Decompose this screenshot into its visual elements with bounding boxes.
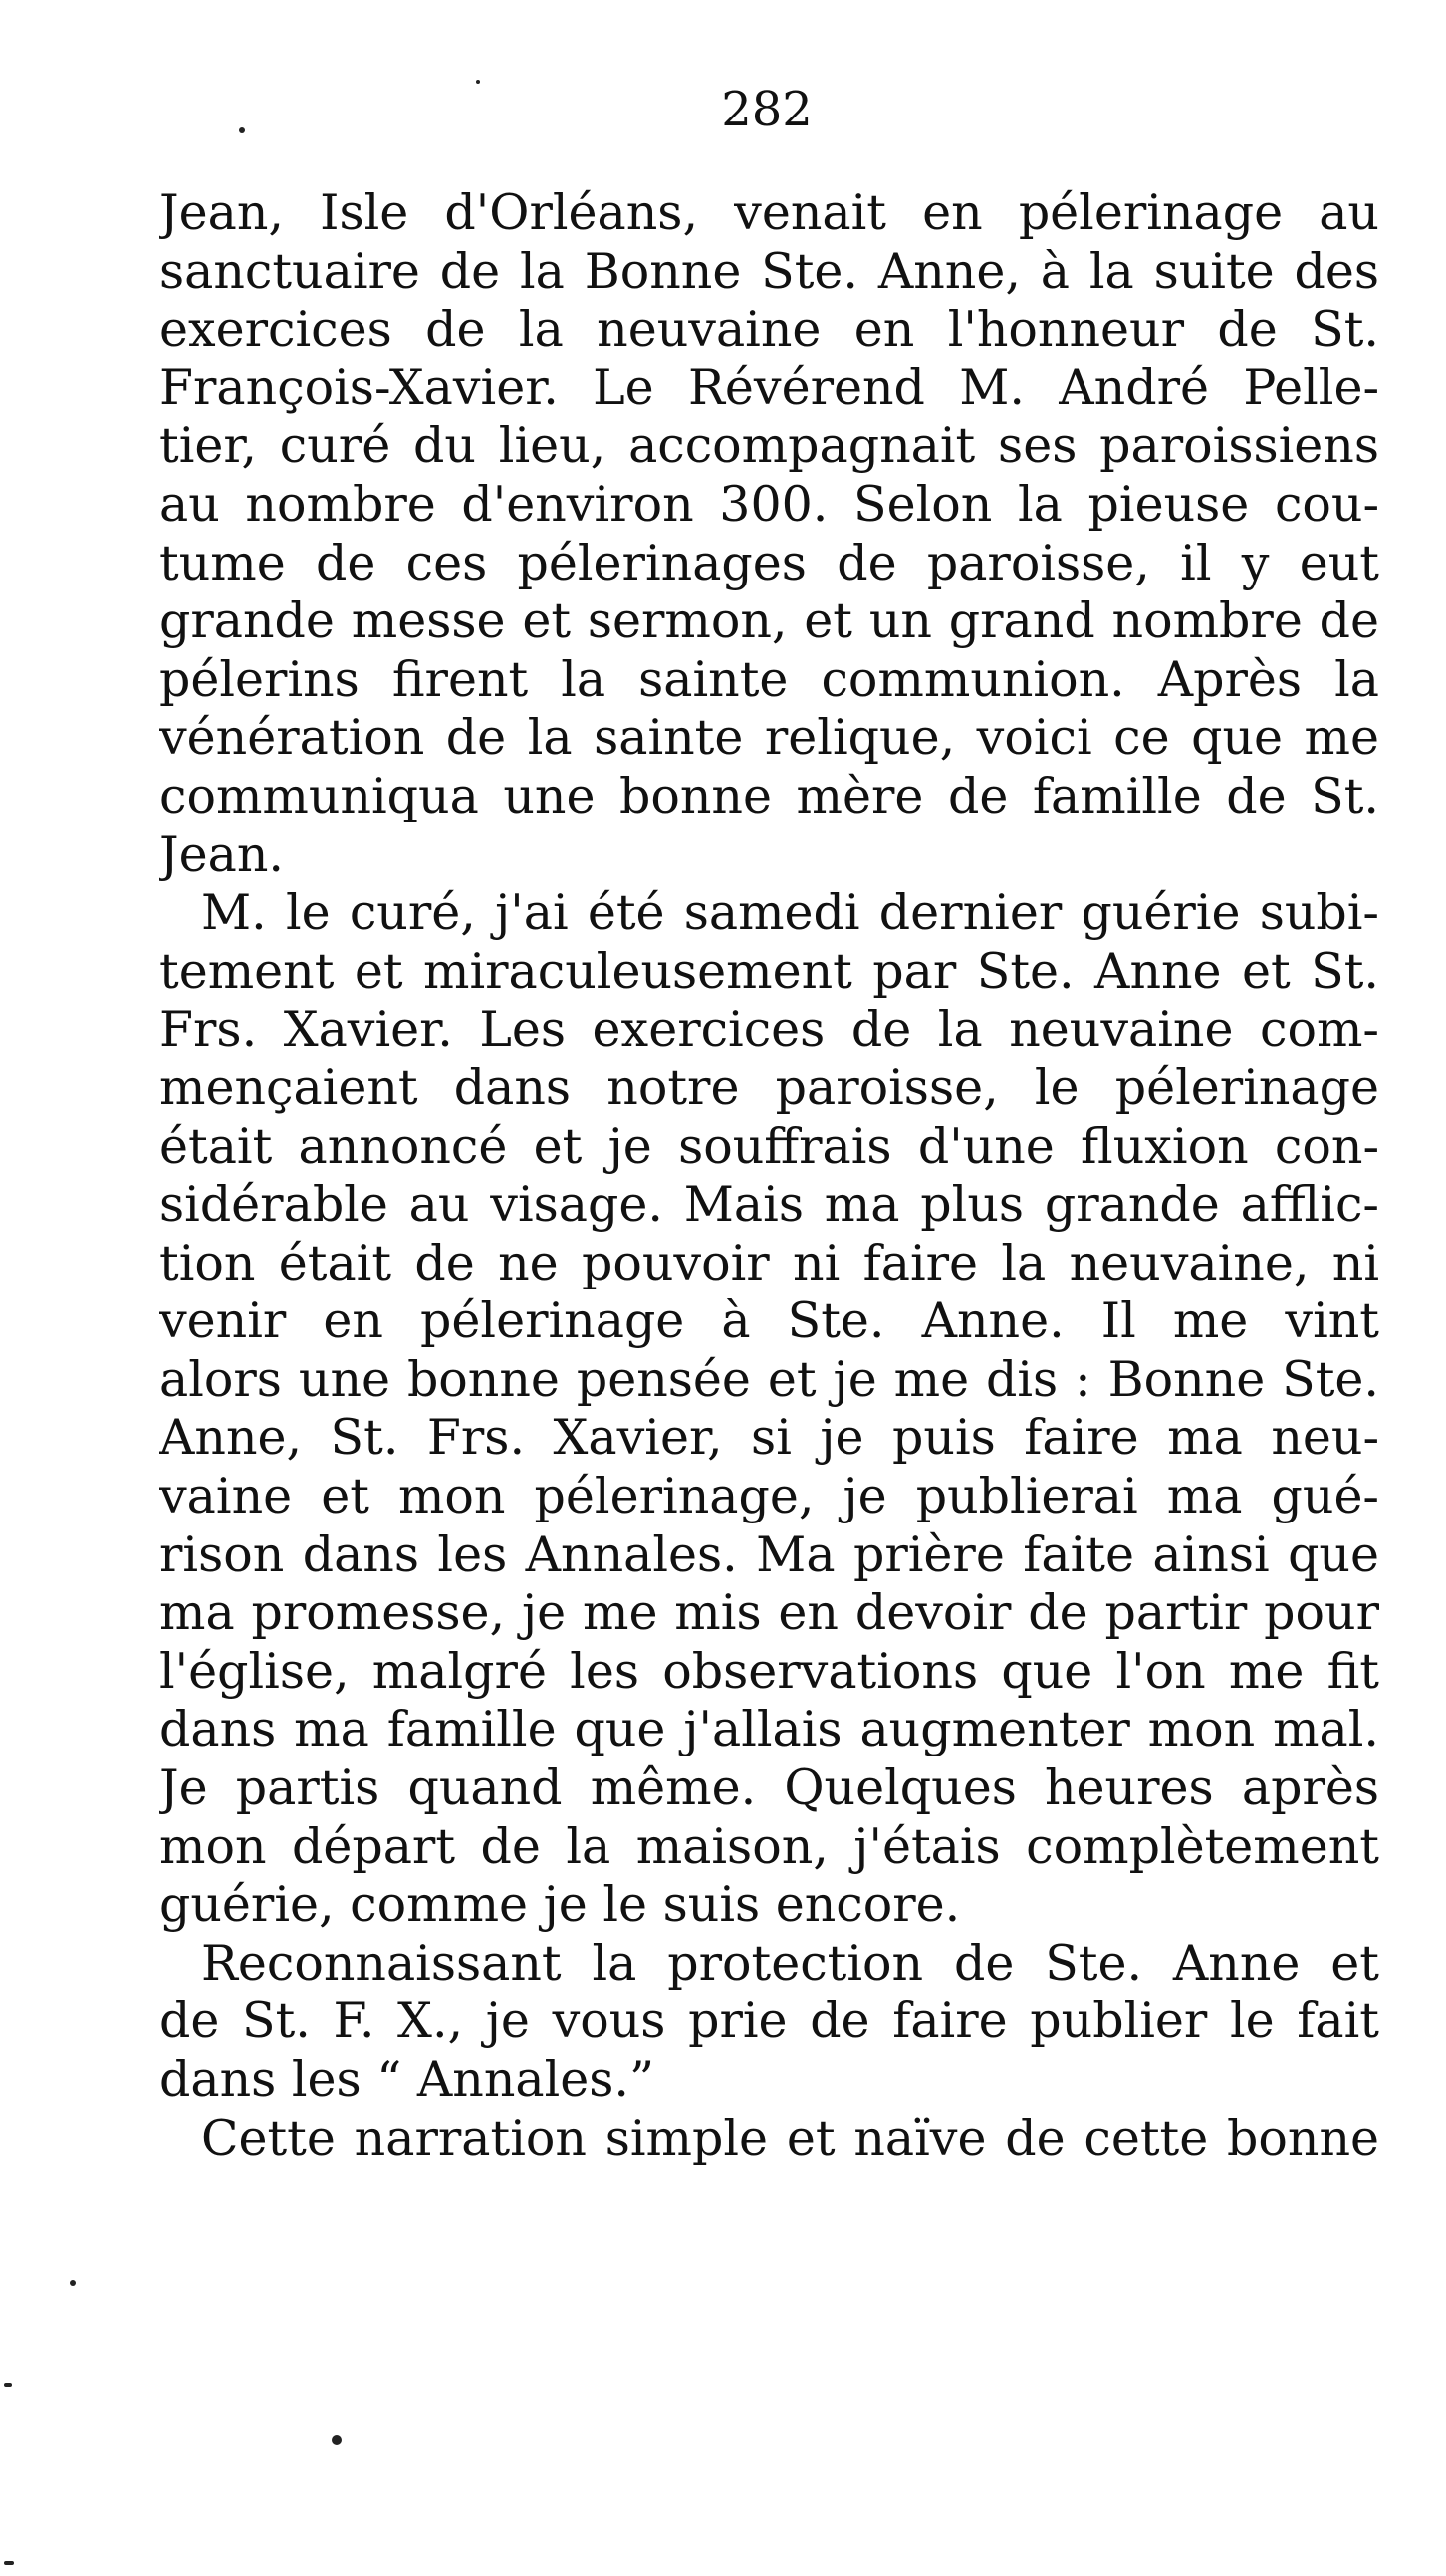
text-line: l'église, malgré les observations que l'on me fit: [159, 1642, 1379, 1700]
text-line: alors une bonne pensée et je me dis : Bonne Ste.: [159, 1350, 1379, 1408]
print-speck: [332, 2435, 342, 2445]
print-speck: [239, 127, 245, 133]
text-line: tement et miraculeusement par Ste. Anne et St.: [159, 942, 1379, 1000]
text-line: pélerins firent la sainte communion. Après la: [159, 650, 1379, 708]
text-line: M. le curé, j'ai été samedi dernier guérie subi-: [201, 884, 1379, 942]
text-line: vaine et mon pélerinage, je publierai ma gué-: [159, 1468, 1379, 1525]
text-line: François-Xavier. Le Révérend M. André Pelle-: [159, 358, 1379, 416]
text-line: tume de ces pélerinages de paroisse, il y eut: [159, 534, 1379, 591]
body-text: [159, 184, 1379, 2168]
text-line: dans les “ Annales.”: [159, 2051, 655, 2108]
print-speck: [4, 2561, 14, 2565]
print-speck: [4, 2383, 12, 2387]
text-line: Jean, Isle d'Orléans, venait en pélerinage au: [159, 184, 1379, 241]
text-line: grande messe et sermon, et un grand nombre de: [159, 592, 1379, 650]
text-line: rison dans les Annales. Ma prière faite ainsi que: [159, 1525, 1379, 1583]
text-line: vénération de la sainte relique, voici ce que me: [159, 709, 1379, 767]
text-line: venir en pélerinage à Ste. Anne. Il me vint: [159, 1292, 1379, 1350]
text-line: au nombre d'environ 300. Selon la pieuse cou-: [159, 475, 1379, 533]
page-number: 282: [721, 82, 813, 137]
print-speck: [70, 2280, 76, 2286]
text-line: tier, curé du lieu, accompagnait ses paroissiens: [159, 417, 1379, 475]
text-line: exercices de la neuvaine en l'honneur de St.: [159, 301, 1379, 358]
text-line: dans ma famille que j'allais augmenter mon mal.: [159, 1701, 1379, 1758]
text-line: Cette narration simple et naïve de cette bonne: [201, 2109, 1379, 2167]
text-line: Anne, St. Frs. Xavier, si je puis faire ma neu-: [159, 1409, 1379, 1467]
text-line: mon départ de la maison, j'étais complètement: [159, 1817, 1379, 1875]
text-line: sidérable au visage. Mais ma plus grande afflic-: [159, 1176, 1379, 1234]
text-line: Jean.: [159, 825, 284, 883]
text-line: communiqua une bonne mère de famille de St.: [159, 767, 1379, 824]
text-line: Reconnaissant la protection de Ste. Anne et: [201, 1934, 1379, 1991]
print-speck: [476, 80, 480, 84]
text-line: Frs. Xavier. Les exercices de la neuvaine com-: [159, 1001, 1379, 1058]
text-line: sanctuaire de la Bonne Ste. Anne, à la suite des: [159, 242, 1379, 300]
text-line: guérie, comme je le suis encore.: [159, 1876, 961, 1934]
text-line: était annoncé et je souffrais d'une fluxion con-: [159, 1117, 1379, 1175]
text-line: Je partis quand même. Quelques heures après: [159, 1759, 1379, 1817]
text-line: de St. F. X., je vous prie de faire publier le fait: [159, 1992, 1379, 2050]
text-line: mençaient dans notre paroisse, le pélerinage: [159, 1058, 1379, 1116]
text-line: ma promesse, je me mis en devoir de partir pour: [159, 1584, 1379, 1642]
text-line: tion était de ne pouvoir ni faire la neuvaine, ni: [159, 1234, 1379, 1291]
